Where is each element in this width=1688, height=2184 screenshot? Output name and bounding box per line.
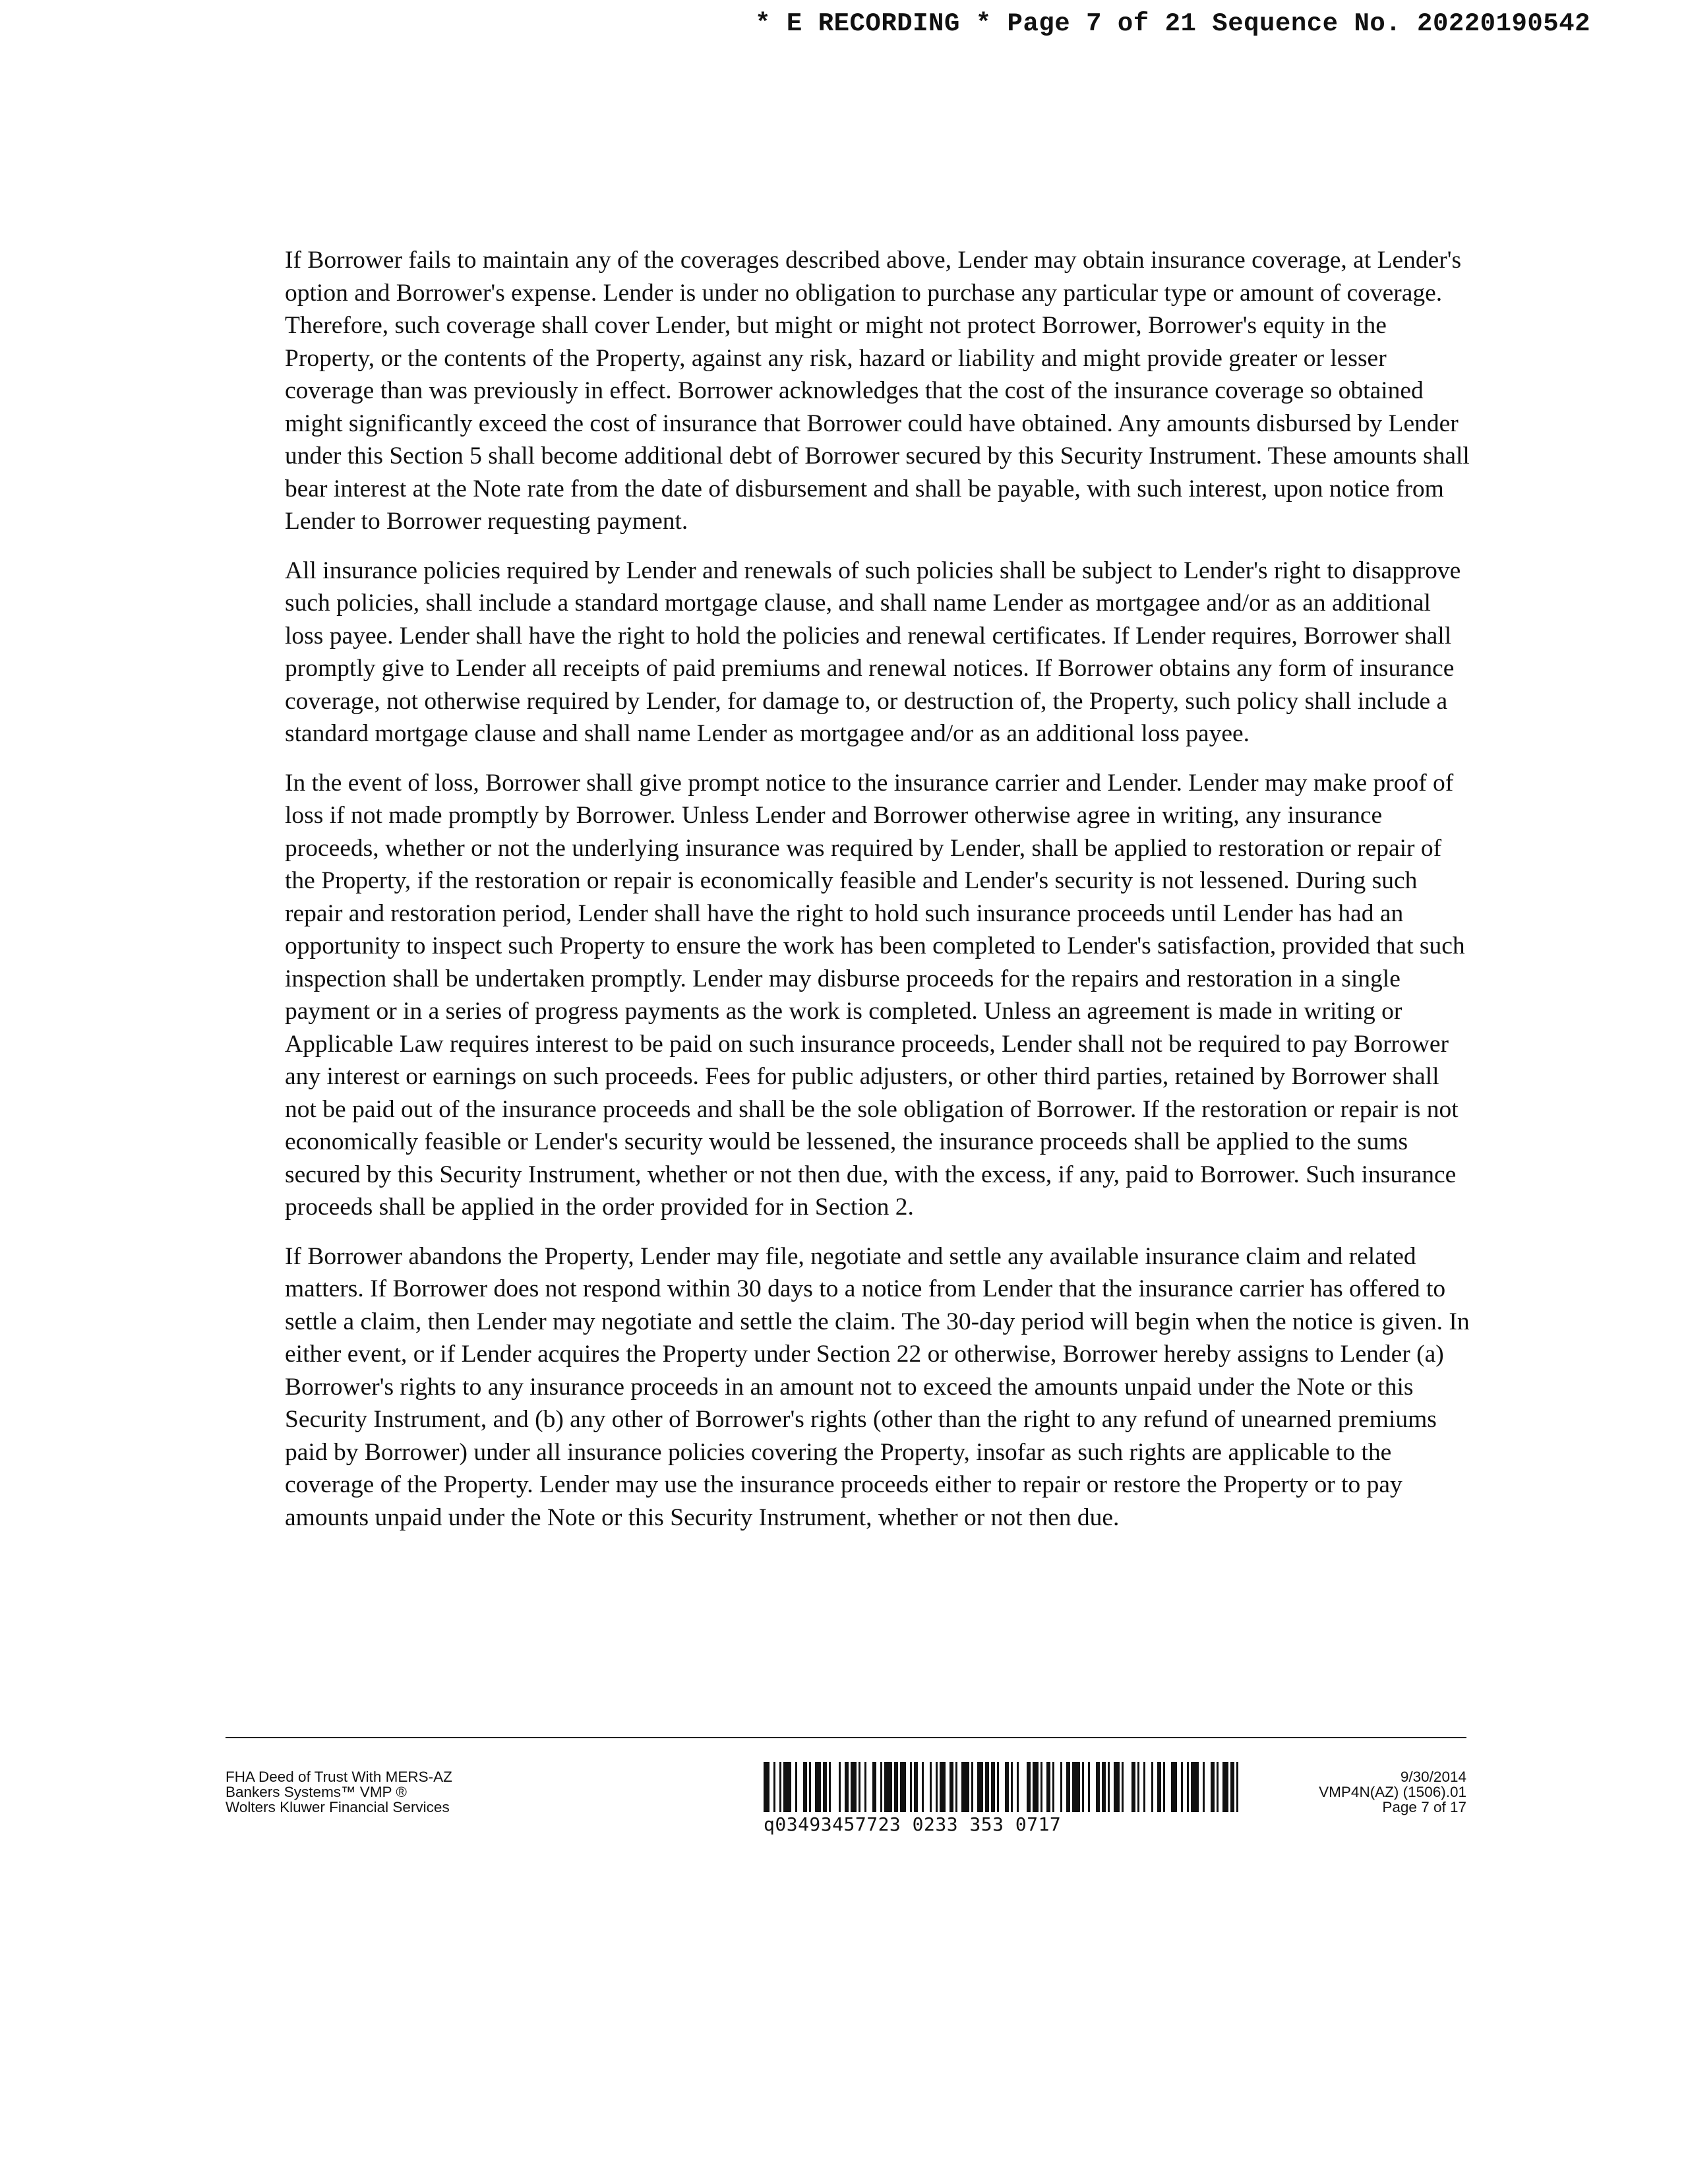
barcode-bar xyxy=(894,1762,898,1812)
barcode-bar xyxy=(803,1762,807,1812)
footer-form-title: FHA Deed of Trust With MERS-AZ xyxy=(226,1769,452,1785)
barcode-bar xyxy=(845,1762,849,1812)
barcode-bar xyxy=(940,1762,946,1812)
barcode-bar xyxy=(977,1762,983,1812)
barcode-bar xyxy=(1060,1762,1062,1812)
barcode-bar xyxy=(1040,1762,1042,1812)
paragraph-insurance-coverage: If Borrower fails to maintain any of the coverages described above, Lender may obtain insurance coverage, at Lender's option and Borrower's expense. Lender is under no obligation to purchase any particular type or amount of coverage. Therefore, such coverage shall cover Lender, but might or might not protect Borrower, Borrower's equity in the Property, or the contents of the Property, against any risk, hazard or liability and might provide greater or lesser coverage than was previously in effect. Borrower acknowledges that the cost of the insurance coverage so obtained might significantly exceed the cost of insurance that Borrower could have obtained. Any amounts disbursed by Lender under this Section 5 shall become additional debt of Borrower secured by this Security Instrument. These amounts shall bear interest at the Note rate from the date of disbursement and shall be payable, with such interest, upon notice from Lender to Borrower requesting payment. xyxy=(285,247,1470,535)
barcode-bar xyxy=(851,1762,857,1812)
barcode-bar xyxy=(1046,1762,1050,1812)
barcode-bar xyxy=(922,1762,924,1812)
footer-publisher: Bankers Systems™ VMP ® xyxy=(226,1784,407,1800)
barcode-bar xyxy=(950,1762,953,1812)
barcode-bar xyxy=(783,1762,791,1812)
barcode-bar xyxy=(795,1762,797,1812)
barcode-bar xyxy=(900,1762,906,1812)
barcode-bar xyxy=(1222,1762,1228,1812)
barcode-bar xyxy=(1230,1762,1234,1812)
footer-page-number: Page 7 of 17 xyxy=(1382,1799,1466,1815)
barcode-bar xyxy=(1143,1762,1145,1812)
barcode-bar xyxy=(1137,1762,1139,1812)
barcode-bar xyxy=(1187,1762,1189,1812)
barcode-bar xyxy=(1151,1762,1153,1812)
barcode-bar xyxy=(1211,1762,1215,1812)
barcode-bar xyxy=(1171,1762,1177,1812)
barcode-bar xyxy=(1191,1762,1199,1812)
barcode-bar xyxy=(859,1762,860,1812)
barcode-bar xyxy=(1088,1762,1090,1812)
barcode-bar xyxy=(1005,1762,1009,1812)
barcode-bar xyxy=(815,1762,821,1812)
barcode-bar xyxy=(1236,1762,1238,1812)
footer-divider xyxy=(226,1737,1466,1738)
barcode-bar xyxy=(955,1762,957,1812)
barcode-bar xyxy=(1131,1762,1135,1812)
barcode-bar xyxy=(1033,1762,1039,1812)
barcode-image xyxy=(764,1762,1238,1812)
barcode-bar xyxy=(914,1762,918,1812)
barcode-bar xyxy=(1096,1762,1100,1812)
paragraph-event-of-loss: In the event of loss, Borrower shall give prompt notice to the insurance carrier and Lender. Lender may make proof of loss if not made promptly by Borrower. Unless Lender and Borrower otherwise agree in writing, any insurance proceeds, whether or not the underlying insurance was required by Lender, shall be applied to restoration or repair of the Property, if the restoration or repair is economically feasible and Lender's security is not lessened. During such repair and restoration period, Lender shall have the right to hold such insurance proceeds until Lender has had an opportunity to inspect such Property to ensure the work has been completed to Lender's satisfaction, provided that such inspection shall be undertaken promptly. Lender may disburse proceeds for the repairs and restoration in a single payment or in a series of progress payments as the work is completed. Unless an agreement is made in writing or Applicable Law requires interest to be paid on such insurance proceeds, Lender shall not be required to pay Borrower any interest or earnings on such proceeds. Fees for public adjusters, or other third parties, retained by Borrower shall not be paid out of the insurance proceeds and shall be the sole obligation of Borrower. If the restoration or repair is not economically feasible or Lender's security would be lessened, the insurance proceeds shall be applied to the sums secured by this Security Instrument, whether or not then due, with the excess, if any, paid to Borrower. Such insurance proceeds shall be applied in the order provided for in Section 2. xyxy=(285,769,1465,1221)
barcode-bar xyxy=(1017,1762,1019,1812)
barcode-bar xyxy=(1102,1762,1106,1812)
barcode-bar xyxy=(997,1762,999,1812)
barcode-number: q03493457723 0233 353 0717 xyxy=(764,1813,1062,1835)
recording-header: * E RECORDING * Page 7 of 21 Sequence No. 20220190542 xyxy=(755,9,1590,38)
document-body xyxy=(285,244,1472,1550)
barcode-bar xyxy=(880,1762,882,1812)
barcode-bar xyxy=(1011,1762,1013,1812)
footer-date: 9/30/2014 xyxy=(1400,1769,1466,1785)
barcode-bar xyxy=(809,1762,811,1812)
barcode-bar xyxy=(1052,1762,1054,1812)
barcode-bar xyxy=(936,1762,938,1812)
paragraph-insurance-policies: All insurance policies required by Lender and renewals of such policies shall be subject to Lender's right to disapprove such policies, shall include a standard mortgage clause, and shall name Lender as mortgagee and/or as an additional loss payee. Lender shall have the right to hold the policies and renewal certificates. If Lender requires, Borrower shall promptly give to Lender all receipts of paid premiums and renewal notices. If Borrower obtains any form of insurance coverage, not otherwise required by Lender, for damage to, or destruction of, the Property, such policy shall include a standard mortgage clause and shall name Lender as mortgagee and/or as an additional loss payee. xyxy=(285,557,1461,747)
barcode-bar xyxy=(764,1762,769,1812)
barcode-bar xyxy=(910,1762,912,1812)
barcode-bar xyxy=(829,1762,831,1812)
footer-form-code: VMP4N(AZ) (1506).01 xyxy=(1319,1784,1466,1800)
barcode-bar xyxy=(1082,1762,1084,1812)
barcode-bar xyxy=(1072,1762,1080,1812)
barcode-bar xyxy=(985,1762,989,1812)
barcode-bar xyxy=(1181,1762,1183,1812)
barcode-bar xyxy=(872,1762,876,1812)
barcode-bar xyxy=(971,1762,973,1812)
barcode-bar xyxy=(1027,1762,1031,1812)
barcode-bar xyxy=(1163,1762,1165,1812)
footer-form-info xyxy=(226,1769,452,1815)
barcode-bar xyxy=(1217,1762,1219,1812)
footer-company: Wolters Kluwer Financial Services xyxy=(226,1799,450,1815)
barcode-bar xyxy=(1203,1762,1205,1812)
paragraph-abandonment: If Borrower abandons the Property, Lender may file, negotiate and settle any available insurance claim and related matters. If Borrower does not respond within 30 days to a notice from Lender that the insurance carrier has offered to settle a claim, then Lender may negotiate and settle the claim. The 30-day period will begin when the notice is given. In either event, or if Lender acquires the Property under Section 22 or otherwise, Borrower hereby assigns to Lender (a) Borrower's rights to any insurance proceeds in an amount not to exceed the amounts unpaid under the Note or this Security Instrument, and (b) any other of Borrower's rights (other than the right to any refund of unearned premiums paid by Borrower) under all insurance policies covering the Property, insofar as such rights are applicable to the coverage of the Property. Lender may use the insurance proceeds either to repair or restore the Property or to pay amounts unpaid under the Note or this Security Instrument, whether or not then due. xyxy=(285,1242,1470,1531)
barcode-bar xyxy=(1114,1762,1120,1812)
barcode-bar xyxy=(773,1762,775,1812)
barcode-bar xyxy=(961,1762,969,1812)
barcode-bar xyxy=(864,1762,866,1812)
barcode-bar xyxy=(884,1762,892,1812)
barcode-bar xyxy=(779,1762,781,1812)
barcode-bar xyxy=(991,1762,995,1812)
barcode-bar xyxy=(823,1762,827,1812)
barcode-bar xyxy=(839,1762,841,1812)
barcode-bar xyxy=(1108,1762,1110,1812)
barcode-bar xyxy=(1066,1762,1070,1812)
footer-form-meta xyxy=(1319,1769,1466,1815)
barcode-bar xyxy=(1157,1762,1161,1812)
barcode-bar xyxy=(1122,1762,1124,1812)
barcode-bar xyxy=(930,1762,932,1812)
